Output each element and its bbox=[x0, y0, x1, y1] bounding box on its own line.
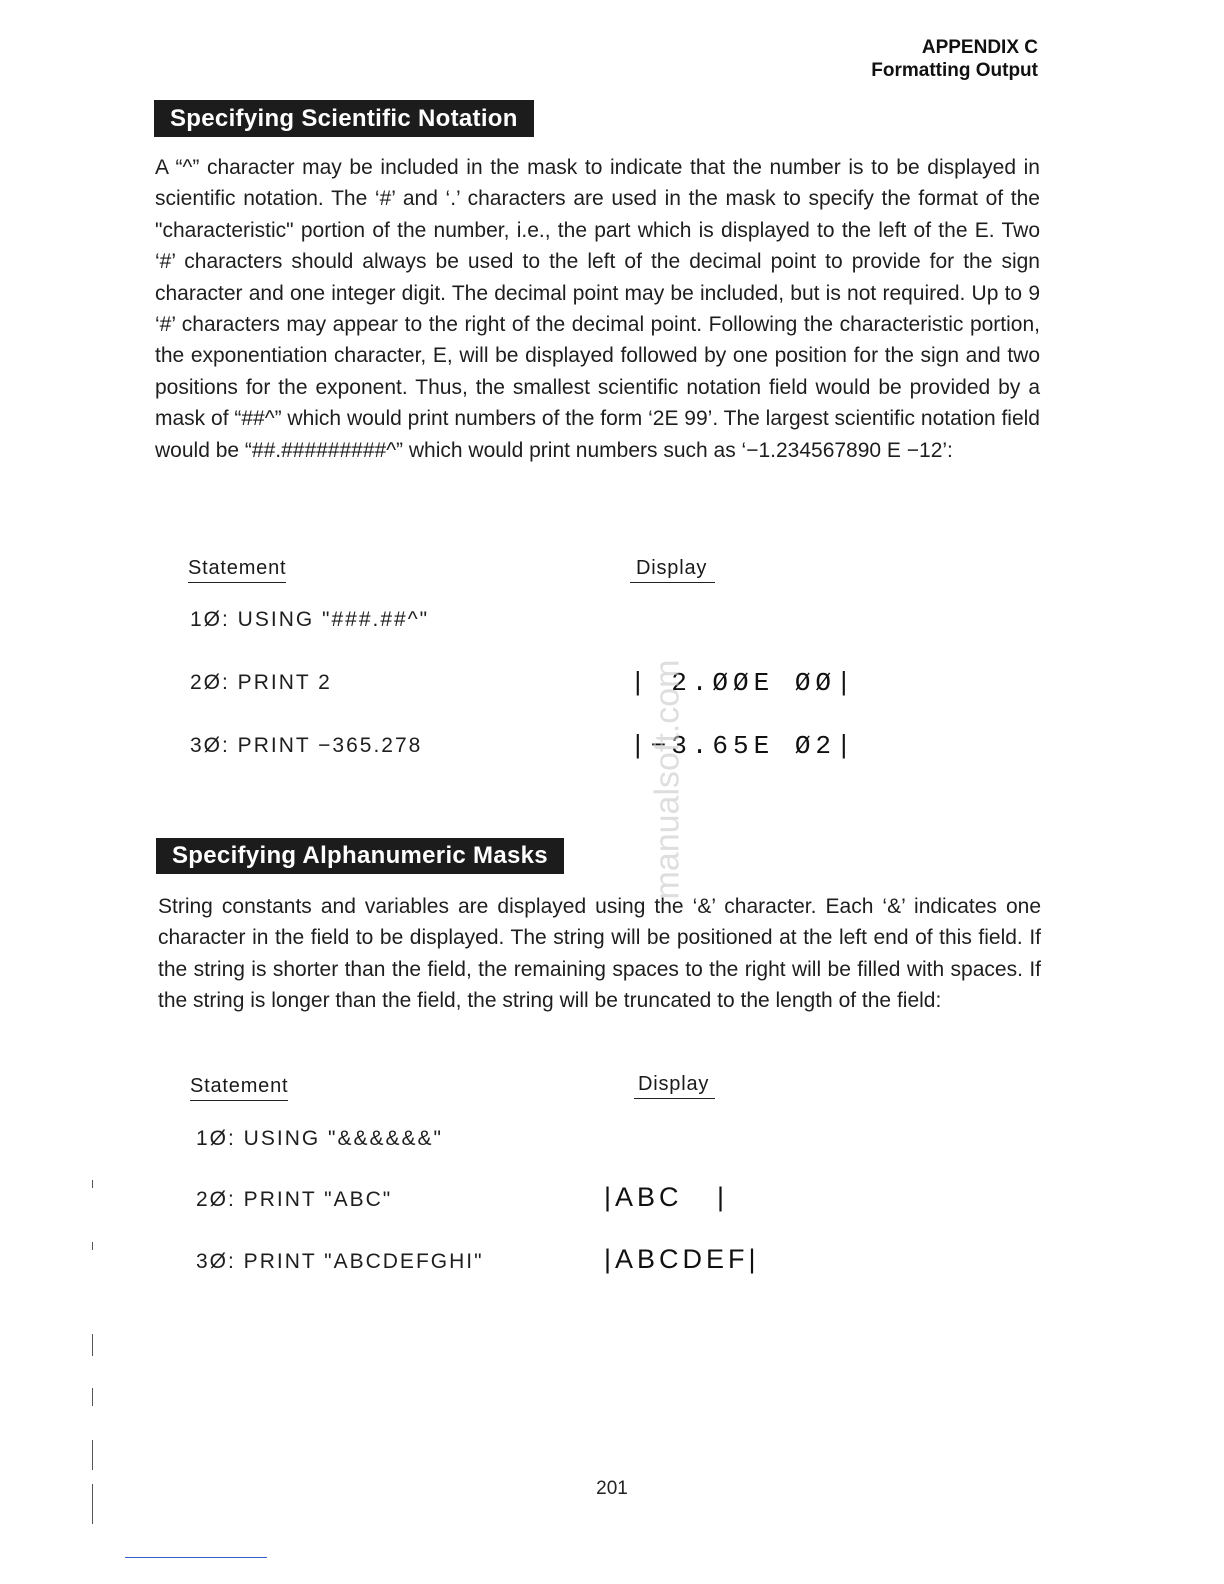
page-number: 201 bbox=[596, 1478, 628, 1499]
running-header bbox=[871, 36, 1038, 82]
appendix-label: APPENDIX C bbox=[921, 37, 1038, 58]
statement-line: 1Ø: USING "###.##^" bbox=[190, 608, 430, 631]
statement-line: 2Ø: PRINT 2 bbox=[190, 671, 332, 694]
margin-tick bbox=[92, 1440, 93, 1470]
statement-line: 1Ø: USING "&&&&&&" bbox=[196, 1127, 443, 1150]
footer-rule bbox=[125, 1557, 267, 1558]
watermark-text: manualsoft.com bbox=[648, 659, 687, 900]
section-heading-scientific: Specifying Scientific Notation bbox=[154, 100, 534, 137]
statement-line: 2Ø: PRINT "ABC" bbox=[196, 1188, 393, 1211]
margin-tick bbox=[92, 1242, 93, 1250]
display-column-header: Display bbox=[630, 556, 715, 583]
margin-tick bbox=[92, 1334, 93, 1356]
alphanumeric-masks-paragraph: String constants and variables are displayed using the ‘&’ character. Each ‘&’ indicates one character in the field to be displayed. The string will be positioned at the left end of this field. If the string is shorter than the field, the remaining spaces to the right will be filled with spaces. If the string is longer than the field, the string will be truncated to the length of the field: bbox=[158, 895, 1041, 1013]
appendix-subtitle: Formatting Output bbox=[871, 60, 1038, 81]
statement-line: 3Ø: PRINT "ABCDEFGHI" bbox=[196, 1250, 484, 1273]
statement-column-header: Statement bbox=[190, 1074, 288, 1101]
display-column-header: Display bbox=[634, 1072, 715, 1099]
section-heading-alphanumeric: Specifying Alphanumeric Masks bbox=[156, 838, 564, 874]
display-output: |ABC | bbox=[604, 1182, 729, 1212]
margin-tick bbox=[92, 1180, 93, 1188]
display-output: |−3.65E Ø2| bbox=[630, 731, 857, 761]
statement-line: 3Ø: PRINT −365.278 bbox=[190, 734, 423, 757]
margin-tick bbox=[92, 1388, 93, 1406]
display-output: |ABCDEF| bbox=[604, 1244, 760, 1274]
display-output: | 2.ØØE ØØ| bbox=[630, 668, 857, 698]
statement-column-header: Statement bbox=[188, 556, 286, 583]
scientific-notation-paragraph: A “^” character may be included in the mask to indicate that the number is to be displayed in scientific notation. The ‘#’ and ‘.’ characters are used in the mask to specify the format of the "characteristic" portion of the number, i.e., the part which is displayed to the left of the E. Two ‘#’ characters should always be used to the left of the decimal point to provide for the sign character and one integer digit. The decimal point may be included, but is not required. Up to 9 ‘#’ characters may appear to the right of the decimal point. Following the characteristic portion, the exponentiation character, E, will be displayed followed by one position for the sign and two positions for the exponent. Thus, the smallest scientific notation field would be provided by a mask of “##^” which would print numbers of the form ‘2E 99’. The largest scientific notation field would be “##.#########^” which would print numbers such as ‘−1.234567890 E −12’: bbox=[155, 156, 1040, 462]
